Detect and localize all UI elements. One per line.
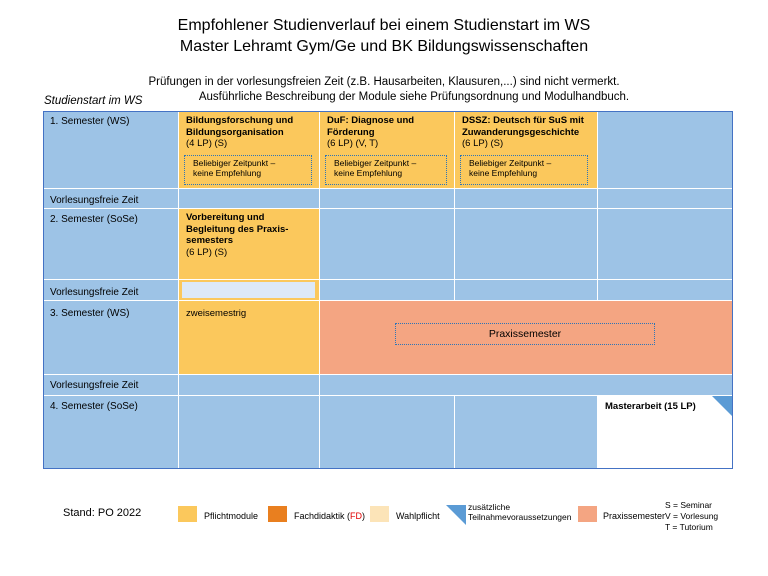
hint-text: Beliebiger Zeitpunkt – bbox=[334, 158, 417, 168]
hint-text: keine Empfehlung bbox=[193, 168, 262, 178]
module-title: DuF: Diagnose und bbox=[327, 115, 415, 126]
legend-fachdidaktik-text: Fachdidaktik ( bbox=[294, 511, 351, 521]
abbr-seminar: S = Seminar bbox=[665, 500, 713, 510]
module-masterarbeit: Masterarbeit (15 LP) bbox=[598, 396, 732, 468]
abbr-tutorium: T = Tutorium bbox=[665, 522, 713, 532]
row-label-free1: Vorlesungsfreie Zeit bbox=[50, 195, 139, 206]
row-label-sem1: 1. Semester (WS) bbox=[50, 116, 130, 127]
module-title: Vorbereitung und bbox=[186, 212, 265, 223]
module-title: Bildungsorganisation bbox=[186, 126, 284, 138]
legend-swatch-wahlpflicht bbox=[370, 506, 389, 522]
hint-text: keine Empfehlung bbox=[334, 168, 403, 178]
legend-prerequisite-icon bbox=[446, 505, 466, 525]
prerequisite-corner-icon bbox=[712, 396, 732, 416]
praxissemester-label: Praxissemester bbox=[395, 323, 655, 345]
module-title: semesters bbox=[186, 235, 234, 246]
legend-praxis: Praxissemester bbox=[603, 511, 666, 521]
legend-swatch-pflicht bbox=[178, 506, 197, 522]
hint-box bbox=[325, 155, 447, 185]
break-gap bbox=[182, 282, 315, 298]
legend-swatch-praxis bbox=[578, 506, 597, 522]
module-praxis-prep-break bbox=[179, 280, 319, 300]
study-plan-grid bbox=[43, 111, 733, 469]
row-label-free3: Vorlesungsfreie Zeit bbox=[50, 380, 139, 391]
module-title: Förderung bbox=[327, 126, 375, 138]
legend-fd-close: ) bbox=[362, 511, 366, 521]
row-divider bbox=[44, 188, 732, 189]
legend-swatch-fachdidaktik bbox=[268, 506, 287, 522]
module-info: (6 LP) (V, T) bbox=[327, 138, 379, 149]
legend-fd: FD bbox=[350, 511, 363, 521]
module-praxis-prep bbox=[179, 209, 319, 279]
hint-box bbox=[460, 155, 588, 185]
hint-text: Beliebiger Zeitpunkt – bbox=[469, 158, 552, 168]
row-divider bbox=[44, 279, 732, 280]
page-subtitle: Master Lehramt Gym/Ge und BK Bildungswissenschaften bbox=[179, 38, 589, 55]
col-divider bbox=[597, 112, 598, 301]
legend-zusatz-line: Teilnahmevoraussetzungen bbox=[468, 512, 572, 522]
row-label-sem2: 2. Semester (SoSe) bbox=[50, 214, 138, 225]
legend-wahlpflicht: Wahlpflicht bbox=[396, 511, 440, 521]
study-start-label: Studienstart im WS bbox=[44, 95, 143, 107]
page-title: Empfohlener Studienverlauf bei einem Studienstart im WS bbox=[177, 17, 591, 34]
module-note: zweisemestrig bbox=[186, 308, 247, 319]
module-info: (4 LP) (S) bbox=[186, 138, 228, 149]
abbr-vorlesung: V = Vorlesung bbox=[665, 511, 719, 521]
legend-zusatz bbox=[468, 502, 571, 522]
module-title: Begleitung des Praxis- bbox=[186, 223, 289, 235]
col-divider bbox=[454, 395, 455, 468]
hint-text: Beliebiger Zeitpunkt – bbox=[193, 158, 276, 168]
note-exams: Prüfungen in der vorlesungsfreien Zeit (z.B. Hausarbeiten, Klausuren,...) sind nicht vermerkt. bbox=[148, 76, 620, 88]
module-info: (6 LP) (S) bbox=[186, 246, 228, 258]
hint-box bbox=[184, 155, 312, 185]
legend-abbreviations bbox=[665, 500, 718, 533]
note-description: Ausführliche Beschreibung der Module siehe Prüfungsordnung und Modulhandbuch. bbox=[198, 91, 630, 103]
legend-pflicht: Pflichtmodule bbox=[204, 511, 259, 521]
hint-text: keine Empfehlung bbox=[469, 168, 538, 178]
row-label-sem4: 4. Semester (SoSe) bbox=[50, 401, 138, 412]
module-title: Bildungsforschung und bbox=[186, 115, 294, 126]
module-info: (6 LP) (S) bbox=[462, 138, 504, 149]
module-praxis-prep-cont bbox=[179, 301, 319, 374]
row-divider bbox=[44, 208, 732, 209]
stand-label: Stand: PO 2022 bbox=[63, 507, 142, 519]
legend-fachdidaktik bbox=[294, 511, 365, 522]
row-label-sem3: 3. Semester (WS) bbox=[50, 308, 130, 319]
row-label-free2: Vorlesungsfreie Zeit bbox=[50, 287, 139, 298]
legend-zusatz-line: zusätzliche bbox=[468, 502, 511, 512]
module-title: DSSZ: Deutsch für SuS mit bbox=[462, 115, 584, 126]
module-title: Zuwanderungsgeschichte bbox=[462, 126, 580, 138]
row-divider bbox=[44, 374, 732, 375]
